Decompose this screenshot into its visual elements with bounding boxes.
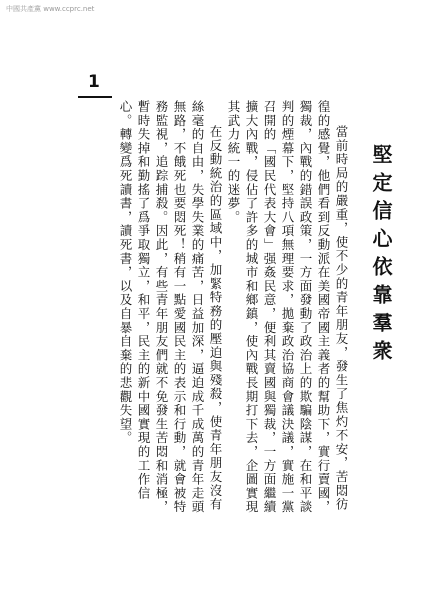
paragraph-1: 當前時局的嚴重，使不少的青年朋友，發生了焦灼不安，苦悶彷徨的感覺，他們看到反動派在美國帝國主義者的幫助下，實行賣國，獨裁，內戰的錯誤政策，一方面發動了政治上的欺騙陰謀，在和平談判的煙幕下，堅持八項無理要求，拋棄政治協商會議決議，實施一黨召開的「國民代表大會」强姦民意，便利其賣國與獨裁，一方面繼續擴大內戰，侵佔了許多的城市和鄉鎮，使內戰長期打下去，企圖實現其武力統一的迷夢。 [226, 100, 349, 514]
vertical-text-block [84, 100, 393, 520]
watermark: 中國共產黨 www.ccprc.net [6, 5, 95, 13]
chapter-rule [78, 96, 112, 98]
paragraph-2: 在反動統治的區域中，加緊特務的壓迫與殘殺，使青年朋友沒有絲毫的自由，失學失業的痛苦，日益加深，逼迫成千成萬的青年走頭無路，不餓死也要悶死！稍有一點愛國民主的表示和行動，就會被特務監視，追踪捕殺。因此，有些青年朋友們就不免發生苦悶和消極，暫時失掉和勤搖了爲爭取獨立，和平，民主的新中國實現的工作信心。轉變爲死讀書，讀死書，以及自暴自棄的悲觀失望。 [118, 100, 223, 514]
chapter-number: 1 [88, 72, 100, 92]
chapter-title: 堅定信心依靠羣衆 [369, 144, 393, 368]
